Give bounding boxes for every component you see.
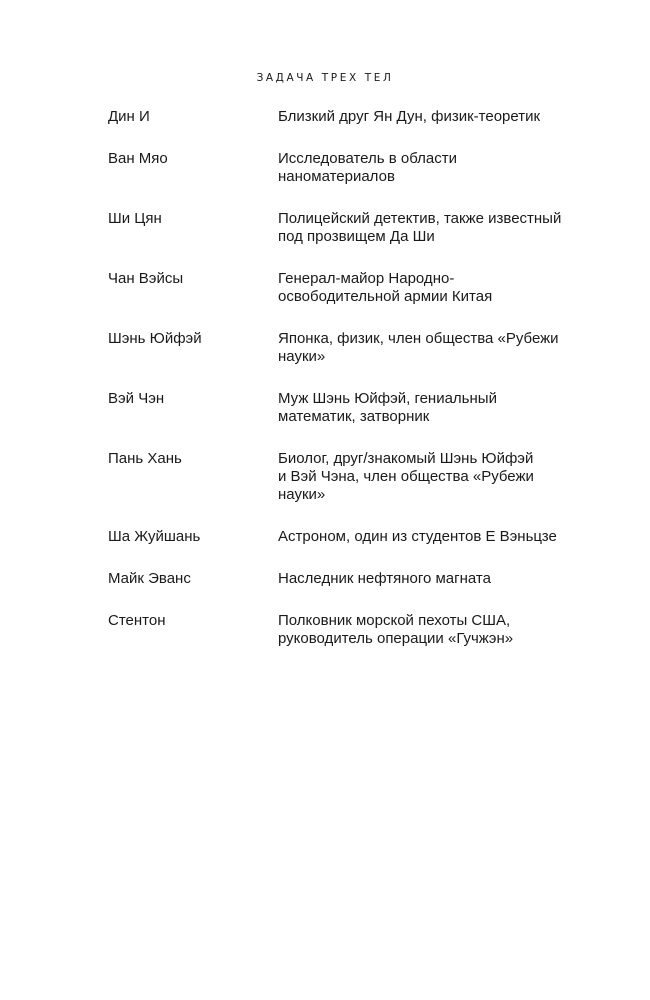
- character-row: [108, 570, 588, 588]
- character-name: Чан Вэйсы: [108, 270, 184, 287]
- description-line: Близкий друг Ян Дун, физик-теоретик: [278, 108, 541, 125]
- description-line: Исследователь в области: [278, 150, 457, 167]
- character-name: Ван Мяо: [108, 150, 168, 167]
- character-row: [108, 330, 588, 366]
- description-line: и Вэй Чэна, член общества «Рубежи: [278, 468, 534, 485]
- character-row: [108, 150, 588, 186]
- character-description: [278, 612, 578, 648]
- description-line: математик, затворник: [278, 408, 430, 425]
- character-row: [108, 450, 588, 504]
- character-name: Ши Цян: [108, 210, 162, 227]
- character-description: [278, 108, 578, 126]
- description-line: Астроном, один из студентов Е Вэньцзе: [278, 528, 557, 545]
- description-line: науки»: [278, 348, 326, 365]
- character-name: Дин И: [108, 108, 150, 125]
- description-line: Наследник нефтяного магната: [278, 570, 491, 587]
- description-line: под прозвищем Да Ши: [278, 228, 435, 245]
- description-line: Генерал-майор Народно-: [278, 270, 455, 287]
- character-name: Вэй Чэн: [108, 390, 165, 407]
- character-description: [278, 150, 578, 186]
- description-line: Японка, физик, член общества «Рубежи: [278, 330, 559, 347]
- character-name: Стентон: [108, 612, 166, 629]
- character-row: [108, 108, 588, 126]
- description-line: Полицейский детектив, также известный: [278, 210, 562, 227]
- description-line: Полковник морской пехоты США,: [278, 612, 511, 629]
- character-description: [278, 390, 578, 426]
- character-description: [278, 270, 578, 306]
- description-line: науки»: [278, 486, 326, 503]
- character-row: [108, 270, 588, 306]
- running-head: ЗАДАЧА ТРЕХ ТЕЛ: [256, 72, 394, 84]
- description-line: Муж Шэнь Юйфэй, гениальный: [278, 390, 497, 407]
- description-line: наноматериалов: [278, 168, 395, 185]
- character-name: Шэнь Юйфэй: [108, 330, 202, 347]
- character-row: [108, 528, 588, 546]
- character-row: [108, 612, 588, 648]
- description-line: Биолог, друг/знакомый Шэнь Юйфэй: [278, 450, 534, 467]
- character-list: [108, 108, 588, 648]
- character-description: [278, 570, 578, 588]
- character-name: Пань Хань: [108, 450, 182, 467]
- character-description: [278, 210, 578, 246]
- description-line: освободительной армии Китая: [278, 288, 493, 305]
- character-description: [278, 330, 578, 366]
- character-description: [278, 528, 578, 546]
- character-name: Ша Жуйшань: [108, 528, 201, 545]
- character-row: [108, 390, 588, 426]
- character-name: Майк Эванс: [108, 570, 191, 587]
- character-row: [108, 210, 588, 246]
- character-description: [278, 450, 578, 504]
- description-line: руководитель операции «Гучжэн»: [278, 630, 514, 647]
